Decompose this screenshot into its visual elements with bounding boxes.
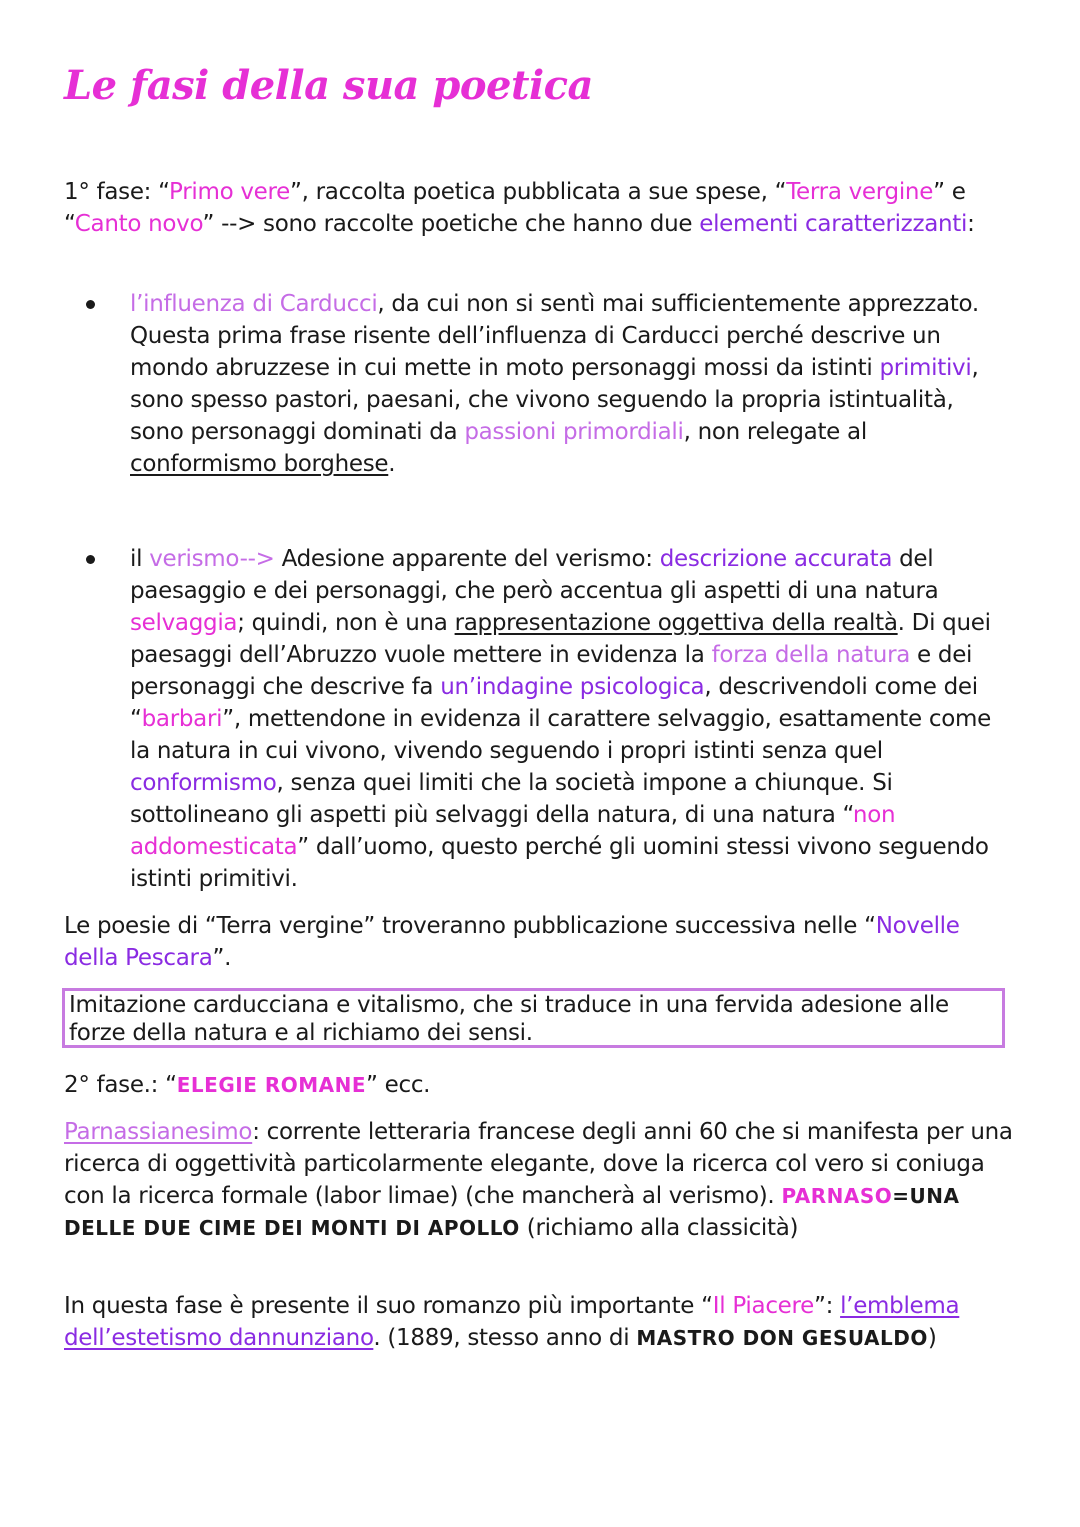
highlight-elegie: ELEGIE ROMANE: [176, 1073, 366, 1097]
bullet-icon: [86, 300, 95, 309]
highlight-primitivi: primitivi: [879, 355, 972, 381]
text-span: : corrente letteraria francese degli anni 60 che si manifesta per una ricerca di oggettività particolarmente elegante, dove la ricerca col vero si coniuga con la ricerca formale (labor limae) (che mancherà al verismo).: [64, 1119, 1013, 1209]
highlight-selvaggia: selvaggia: [130, 610, 238, 636]
text-span: ” dall’uomo, questo perché gli uomini stessi vivono seguendo istinti primitivi.: [130, 834, 989, 892]
summary-box: Imitazione carducciana e vitalismo, che si traduce in una fervida adesione alle forze della natura e al richiamo dei sensi.: [62, 988, 1005, 1048]
highlight-terra-vergine: Terra vergine: [786, 179, 934, 205]
highlight-elementi: elementi caratterizzanti: [699, 211, 968, 237]
highlight-descrizione: descrizione accurata: [659, 546, 893, 572]
text-span: :: [967, 211, 975, 237]
highlight-passioni: passioni primordiali: [464, 419, 684, 445]
text-span: =UNA DELLE DUE CIME DEI MONTI DI APOLLO: [64, 1184, 960, 1240]
text-span: In questa fase è presente il suo romanzo più importante “: [64, 1293, 713, 1319]
highlight-emblema: l’emblema dell’estetismo dannunziano: [64, 1293, 960, 1351]
text-span: e dei personaggi che descrive fa: [130, 642, 973, 700]
highlight-barbari: barbari: [141, 706, 223, 732]
text-span: .: [388, 451, 396, 477]
text-span: , senza quei limiti che la società impone a chiunque. Si sottolineano gli aspetti più selvaggi della natura, di una natura “: [130, 770, 893, 828]
highlight-il-piacere: Il Piacere: [712, 1293, 815, 1319]
highlight-parnaso: PARNASO: [781, 1184, 893, 1208]
page-title: Le fasi della sua poetica: [64, 62, 593, 109]
parnassianesimo-paragraph: [64, 1116, 1014, 1244]
highlight-carducci: l’influenza di Carducci: [130, 291, 378, 317]
list-item-carducci: [130, 288, 1010, 480]
text-span: , sono spesso pastori, paesani, che vivono seguendo la propria istintualità, sono personaggi dominati da: [130, 355, 979, 445]
bullet-icon: [86, 555, 95, 564]
text-span: , non relegate al: [683, 419, 867, 445]
text-span: Le poesie di “Terra vergine” troveranno pubblicazione successiva nelle “: [64, 913, 876, 939]
text-span: ” e “: [64, 179, 966, 237]
text-span: ” --> sono raccolte poetiche che hanno due: [202, 211, 700, 237]
text-span: ; quindi, non è una: [237, 610, 455, 636]
text-span: 1° fase: “: [64, 179, 170, 205]
highlight-novelle: Novelle della Pescara: [64, 913, 960, 971]
underline-conformismo-borghese: conformismo borghese: [130, 451, 389, 477]
text-span: , descrivendoli come dei “: [130, 674, 978, 732]
highlight-canto-novo: Canto novo: [74, 211, 203, 237]
highlight-forza-natura: forza della natura: [711, 642, 911, 668]
highlight-conformismo: conformismo: [130, 770, 277, 796]
text-span: ”.: [212, 945, 232, 971]
text-span: ”:: [814, 1293, 841, 1319]
highlight-non-addomesticata: non addomesticata: [130, 802, 896, 860]
pescara-paragraph: [64, 910, 1014, 974]
highlight-verismo: verismo-->: [149, 546, 275, 572]
piacere-paragraph: [64, 1290, 1014, 1354]
phase1-paragraph: [64, 176, 1014, 240]
highlight-indagine: un’indagine psicologica: [440, 674, 705, 700]
text-span: ): [927, 1325, 937, 1351]
text-span: Adesione apparente del verismo:: [274, 546, 660, 572]
text-span: 2° fase.: “: [64, 1072, 177, 1098]
text-span: il: [130, 546, 150, 572]
text-span: (richiamo alla classicità): [519, 1215, 799, 1241]
list-item-verismo: [130, 543, 1010, 895]
text-span: ”, raccolta poetica pubblicata a sue spese, “: [290, 179, 787, 205]
highlight-primo-vere: Primo vere: [169, 179, 291, 205]
underline-rappresentazione: rappresentazione oggettiva della realtà: [454, 610, 898, 636]
text-mastro-don-gesualdo: MASTRO DON GESUALDO: [636, 1326, 928, 1350]
text-span: ” ecc.: [366, 1072, 431, 1098]
phase2-heading: [64, 1069, 1014, 1101]
highlight-parnassianesimo: Parnassianesimo: [64, 1119, 253, 1145]
text-span: . (1889, stesso anno di: [373, 1325, 637, 1351]
text-span: del paesaggio e dei personaggi, che però accentua gli aspetti di una natura: [130, 546, 939, 604]
text-span: . Di quei paesaggi dell’Abruzzo vuole mettere in evidenza la: [130, 610, 991, 668]
text-span: ”, mettendone in evidenza il carattere selvaggio, esattamente come la natura in cui vivono, vivendo seguendo i propri istinti senza quel: [130, 706, 991, 764]
text-span: , da cui non si sentì mai sufficientemente apprezzato. Questa prima frase risente dell’influenza di Carducci perché descrive un mondo abruzzese in cui mette in moto personaggi mossi da istinti: [130, 291, 979, 381]
